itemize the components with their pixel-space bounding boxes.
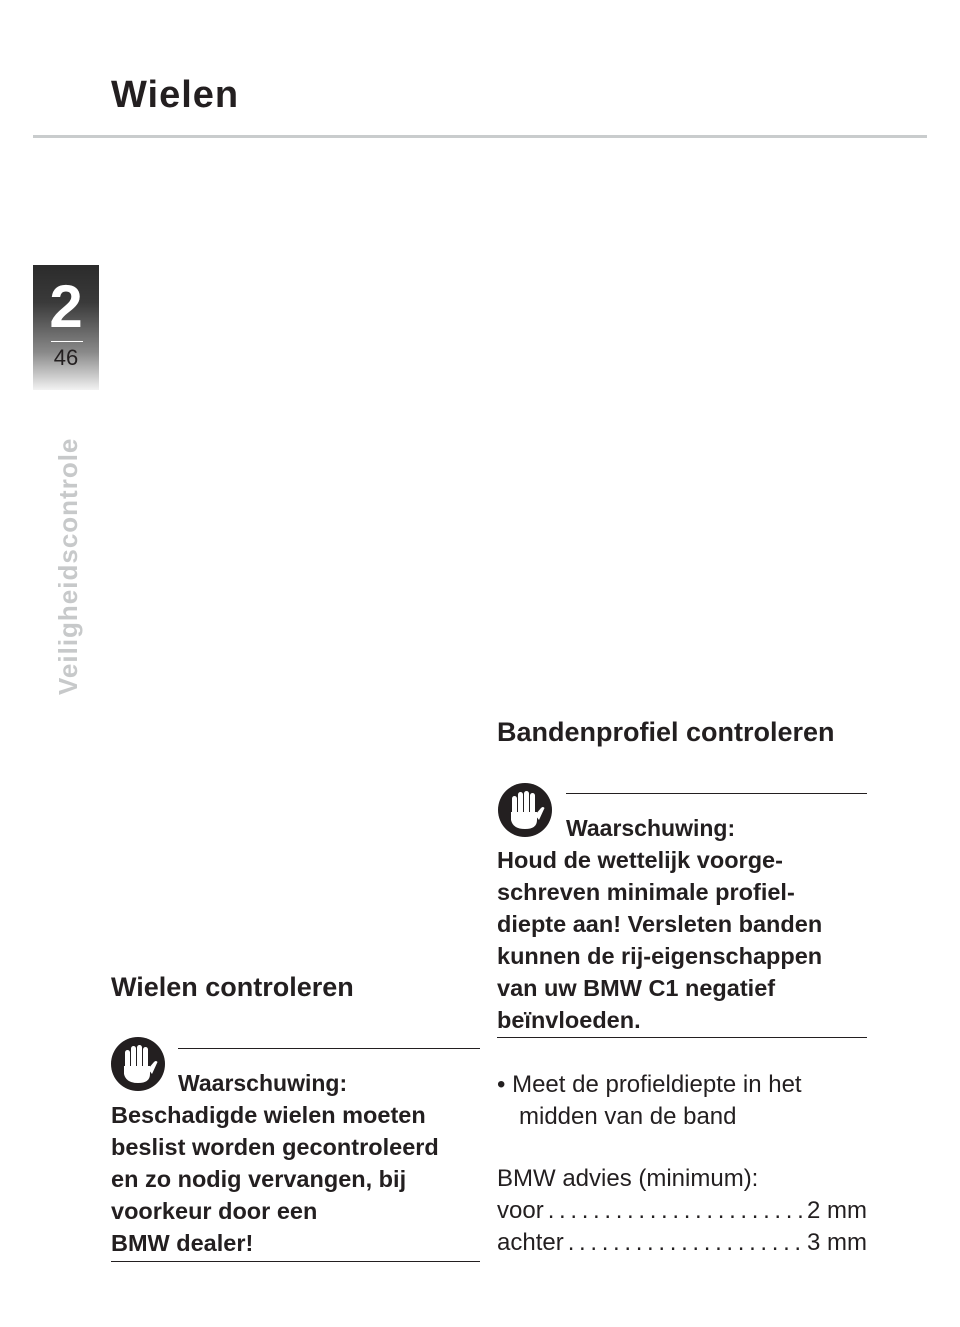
advice-block (497, 1163, 867, 1259)
stop-hand-icon (497, 782, 553, 838)
stop-hand-icon (110, 1036, 166, 1092)
warning-top-rule (566, 793, 867, 794)
heading-wielen-controleren: Wielen controleren (111, 972, 354, 1002)
warning-top-rule (178, 1048, 480, 1049)
warning-bottom-rule (111, 1261, 480, 1262)
warning-text: Houd de wettelijk voorge- schreven minimale profiel- diepte aan! Versleten banden kunnen de rij-eigenschappen van uw BMW C1 negatief beïnvloeden. (497, 847, 823, 1033)
title-divider (33, 135, 927, 138)
warning-label: Waarschuwing: (178, 1070, 348, 1096)
warning-bottom-rule (497, 1037, 867, 1038)
chapter-divider (51, 341, 83, 342)
chapter-number: 2 (49, 273, 83, 340)
warning-text: Beschadigde wielen moeten beslist worden gecontroleerd en zo nodig vervangen, bij voorkeur door een BMW dealer! (111, 1102, 439, 1256)
page-number: 46 (53, 345, 79, 370)
bullet-item: • Meet de profieldiepte in het midden van de band (497, 1071, 802, 1130)
section-side-label: Veiligheidscontrole (53, 437, 83, 695)
chapter-tab (33, 265, 99, 390)
spec-row-achter: achter . . . 3 mm (497, 1227, 867, 1259)
page-title: Wielen (111, 74, 240, 116)
heading-bandenprofiel: Bandenprofiel controleren (497, 717, 835, 747)
warning-label: Waarschuwing: (566, 815, 736, 841)
spec-row-voor: voor . . . 2 mm (497, 1195, 867, 1227)
advice-title: BMW advies (minimum): (497, 1165, 759, 1192)
